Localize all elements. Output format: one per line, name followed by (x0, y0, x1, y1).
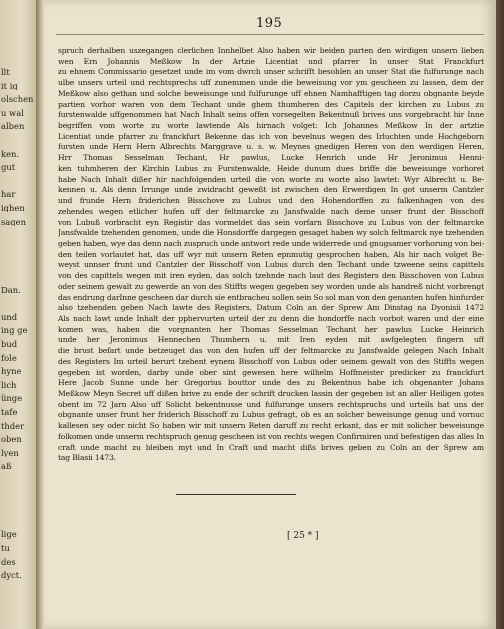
text-line: kallesen sey oder nicht So haben wir mit unsern Reten daruff zu recht erkant, das er mit solicher beweisunge (58, 421, 484, 431)
text-line: geben haben, wye das denn nach zuspruch unde antwort rede unde widerrede und gnugsamer vorhorung von bei- (58, 238, 484, 248)
body-text (58, 46, 484, 464)
facing-page-fragment: u wal (1, 108, 24, 118)
text-line: kennen u. Als denn Irrunge unde zwidracht geweßt ist zwischen den Erwerdigen In got unserm Cantzler (58, 185, 484, 195)
facing-page-edge (0, 0, 36, 629)
text-line: komen was, haben die vorgnanten her Thomas Sesselman Techant her pawlus Lucke Heinrich (58, 324, 484, 334)
facing-page-fragment: thder (1, 421, 25, 430)
facing-page-fragment: aß (1, 462, 12, 471)
facing-page-fragment: fole (1, 353, 17, 362)
text-line: also tzehenden geben Nach lawte des Registers, Datum Coln an der Sprew Am Dinstag na Dyonisii 1472 (58, 303, 484, 313)
text-line: das endrung darInne gescheen dar durch sie entbracheu sollen sein So sol man von den genanten hufen hinfurder (58, 292, 484, 302)
facing-page-fragment: it ig (1, 81, 18, 90)
facing-page-fragment: und (1, 312, 18, 322)
text-line: von Lubuß vorbracht eyn Registir das vormeldet das sein vorfarn Bisschove zu Lubus von der feltmarcke (58, 217, 484, 227)
facing-page-fragment: oben (1, 435, 22, 444)
facing-page-fragment: lyen (1, 448, 19, 458)
page-number: 195 (256, 16, 283, 31)
signature-mark: [ 25 * ] (287, 531, 319, 541)
facing-page-fragment: llt (1, 68, 10, 77)
facing-page-fragment: Dan. (1, 285, 21, 294)
facing-page-fragment: des (1, 557, 16, 566)
text-line: obgnante unser frunt her friderich Bisschoff zu Lubus gefragt, ob es an solcher beweisunge genug und vornuc (58, 410, 484, 420)
text-line: Here Jacob Sunne unde her Gregorius bouttor unde des zu Bekentnus habe ich obgenanter Johans (58, 378, 484, 388)
text-line: wen Ern Johannis Meßkow In der Artzie Licentiat und pfarrer In unser Stat Franckfurt (58, 56, 484, 66)
text-line: oder seinem gewalt zu gewerde an von des Stiffts wegen gegeben sey worden unde als handreß nicht vorbrengt (58, 281, 484, 291)
text-line: begriffen vom worte zu worte lawtende Als hirnach volget: Ich Johannes Meßkow In der artztie (58, 121, 484, 131)
text-line: folkomen unde unserm rechtspruch genug gescheen ist von rechts wegen Confirmiren und befestigen das alles In (58, 431, 484, 441)
text-line: Als nach lawt unde Inhalt der pphervurten urteil der zu denn die hondorffe nach vorbot waren und der eine (58, 313, 484, 323)
facing-page-fragment: gut (1, 163, 16, 172)
facing-page-fragment: tafe (1, 408, 18, 417)
text-line: obent im 72 Jarn Also uff Solicht bekentnusse und fulfurunge unsers rechtspruchs und urteils hat uns der (58, 399, 484, 409)
header-rule (56, 34, 484, 35)
book-gutter (36, 0, 44, 629)
text-line: ken tuhmheren der Kirchin Lubus zu Furstenwalde, Heide dunum dues briffe die beweisunge vorhoret (58, 163, 484, 173)
facing-page-fragment: lich (1, 380, 17, 390)
facing-page-fragment: olschen (1, 95, 34, 104)
facing-page-fragment: ken. (1, 149, 20, 158)
facing-page-fragment: bud (1, 340, 18, 349)
text-line: den teilen vorlautet hat, das uff wyr mit unsern Reten epnmutig gesprochen haben, Als hir nach volget Be- (58, 249, 484, 259)
text-line: und frunde Hern friderichen Bisschove zu Lubus und den Hohendorffen zu falkenhagen von des (58, 196, 484, 206)
facing-page-fragment: dyct. (1, 571, 22, 580)
text-line: habe Nach Inhalt dißer hir nachfolgenden urteil die von worte zu worte also lawtet: Wyr Albrecht u. Be- (58, 174, 484, 184)
facing-page-fragment: tu (1, 544, 10, 553)
text-line: weyst unnser frunt und Cantzler der Bisschoff von Lubus durch den Techant unde tzweene seins capittels (58, 260, 484, 270)
text-line: Meßkow Meyn Secret uff dißen brive zu ende der schrift drucken lassin der gegeben ist an aller Heiligen gotes (58, 389, 484, 398)
text-line: ulbe unsers urteil und rechtsprechs uff zunemmen unde die beweisung vor ym gescheen zu lassen, dem der (58, 78, 484, 88)
text-line: zu ehnem Commissario gesetzet unde im vom dwrch unser schrifft besohlen an unser Stat die fulfurunge nach (58, 67, 484, 77)
text-line: des Registers Im urteil berurt tzehent eynem Bisschoff von Lubus oder seinem gewalt von des Stiffts wegen (58, 356, 484, 366)
text-line: spruch derhalben uszegangen clerlichen Innhelbet Also haben wir beiden parten den wirdigen unsern lieben (58, 46, 484, 55)
facing-page-fragment: alben (1, 122, 25, 131)
text-line: zehendes wegen etlicher hufen uff der feltmarcke zu Jansfwalde nach deme unser frunt der Bisschoff (58, 206, 484, 216)
text-line: gegeben ist worden, darby unde ober sint gewesen here wilhelm Hoffmeister predicker zu franckfurt (58, 367, 484, 377)
facing-page-fragment: ighen (1, 204, 25, 213)
facing-page-fragment: hyne (1, 367, 22, 376)
text-line: Jansfwalde tzehenden genomen, unde die Honsdorffe dargegen gesaget haben wy solch feltmarck nye tzehenden (58, 228, 484, 238)
text-line: Licentiat unde pfarrer zu franckfurt Bekenne das ich von bevelnus wegen des Irluchten unde Hochgeborn (58, 131, 484, 141)
facing-page-fragment: ünge (1, 394, 23, 403)
text-line: Meßkow also gethan und solche beweisunge und fulfurunge uff ehnen Namhafftigen tag dorzu obgnante beyde (58, 88, 484, 98)
text-line: tag Blasii 1473. (58, 453, 116, 463)
facing-page-fragment: sagen (1, 217, 27, 226)
facing-page-fragment: har (1, 190, 16, 199)
text-line: unde her Jeronimus Hennechen Thumhern u. mit Iren eyden mit awfgelegten fingern uff (58, 335, 484, 345)
text-line: fursten unde Hern Hern Albrechts Marggrave u. s. w. Meynes gnedigen Heren von den werdigen Heren, (58, 142, 484, 152)
document-page (44, 0, 496, 629)
closing-rule (176, 494, 296, 495)
text-line: von des capittels wegen mit iren eyden, das solch tzehnde nach laut des Registers den Bisschoven von Lubus (58, 271, 484, 281)
text-line: partien vorhor waren von dem Techant unde ghem thumheren des Capitels der kirchen zu Lubus zu (58, 99, 484, 109)
text-line: Hrr Thomas Sesselman Techant, Hr pawlus, Lucke Henrich unde Hr Jeronimus Henni- (58, 153, 484, 163)
text-line: furstenwalde uffgenommen hat Nach Inhalt seins offen vorsegelten Bekentnuß brives uns vorgebracht hir Inne (58, 110, 484, 120)
facing-page-fragment: ing ge (1, 326, 28, 335)
facing-page-fragment: lige (1, 530, 17, 539)
text-line: die brust befart unde betzeuget das von den hufen uff der feltmarcke zu Jansfwalde gelegen Nach Inhalt (58, 346, 484, 356)
text-line: craft unde macht zu bleiben myt und In Craft und macht dißs brives geben zu Coln an der Sprew am (58, 442, 484, 452)
